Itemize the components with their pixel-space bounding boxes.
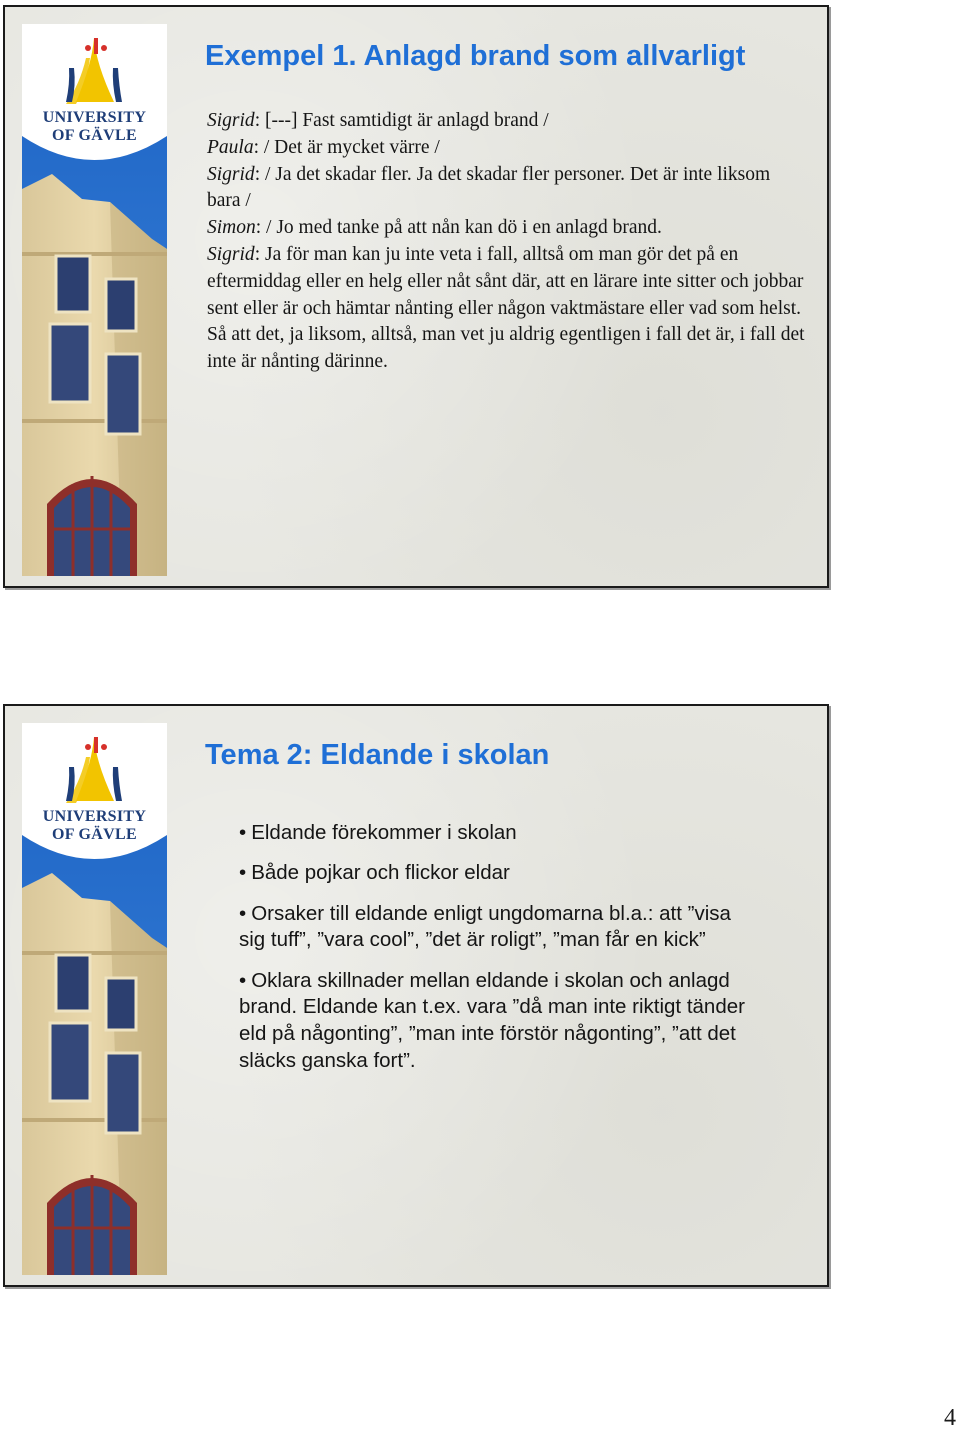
logo-line-1: UNIVERSITY [42, 808, 147, 825]
bullet-text: Både pojkar och flickor eldar [251, 861, 510, 885]
university-building-image [22, 723, 167, 1275]
dialogue-line [207, 215, 807, 242]
dialogue-text: : Ja för man kan ju inte veta i fall, alltså om man gör det på en eftermiddag eller en helg eller nåt sånt där, att en lärare inte sitter och jobbar sent eller är och hämtar nånting eller någon vaktmästare eller vad som helst. Så att det, ja liksom, alltså, man vet ju aldrig egentligen i fall det är, i fall det inte är nånting därinne. [207, 243, 805, 373]
dialogue-transcript [207, 108, 807, 376]
bullet-list [239, 820, 759, 1088]
bullet-glyph: • [239, 968, 247, 992]
speaker-name: Sigrid [207, 163, 255, 185]
bullet-glyph: • [239, 901, 247, 925]
university-building-image [22, 24, 167, 576]
bullet-text: Oklara skillnader mellan eldande i skolan och anlagd brand. Eldande kan t.ex. vara ”då man inte riktigt tänder eld på någonting”, ”man inte förstör någonting”, ”att det släcks ganska fort”. [239, 968, 745, 1073]
bullet-glyph: • [239, 821, 247, 844]
dialogue-text: : / Det är mycket värre / [253, 136, 440, 158]
logo-line-1: UNIVERSITY [42, 109, 147, 126]
university-logo [22, 24, 167, 170]
bullet-text: Eldande förekommer i skolan [251, 821, 517, 844]
logo-seal-icon [22, 24, 167, 170]
dialogue-text: : [---] Fast samtidigt är anlagd brand / [254, 110, 549, 131]
slide-title: Tema 2: Eldande i skolan [205, 739, 550, 771]
slide-2 [3, 704, 829, 1287]
dialogue-line [207, 162, 807, 216]
speaker-name: Sigrid [207, 243, 255, 265]
bullet-item [239, 860, 759, 887]
logo-line-2: OF GÄVLE [52, 826, 137, 843]
bullet-item [239, 901, 759, 955]
speaker-name: Simon [207, 217, 256, 239]
bullet-text: Orsaker till eldande enligt ungdomarna bl.a.: att ”visa sig tuff”, ”vara cool”, ”det är roligt”, ”man får en kick” [239, 901, 731, 952]
slide-1 [3, 5, 829, 588]
slide-title: Exempel 1. Anlagd brand som allvarligt [205, 40, 746, 72]
page-number: 4 [944, 1405, 956, 1431]
dialogue-line [207, 242, 807, 376]
dialogue-text: : / Jo med tanke på att nån kan dö i en anlagd brand. [255, 217, 662, 239]
logo-seal-icon [22, 723, 167, 869]
speaker-name: Sigrid [207, 110, 255, 131]
dialogue-line [207, 108, 807, 135]
bullet-glyph: • [239, 861, 247, 885]
logo-line-2: OF GÄVLE [52, 127, 137, 144]
bullet-item [239, 820, 759, 847]
speaker-name: Paula [207, 136, 254, 158]
bullet-item [239, 968, 759, 1075]
dialogue-line [207, 135, 807, 162]
dialogue-text: : / Ja det skadar fler. Ja det skadar fler personer. Det är inte liksom bara / [207, 163, 771, 212]
university-logo [22, 723, 167, 869]
